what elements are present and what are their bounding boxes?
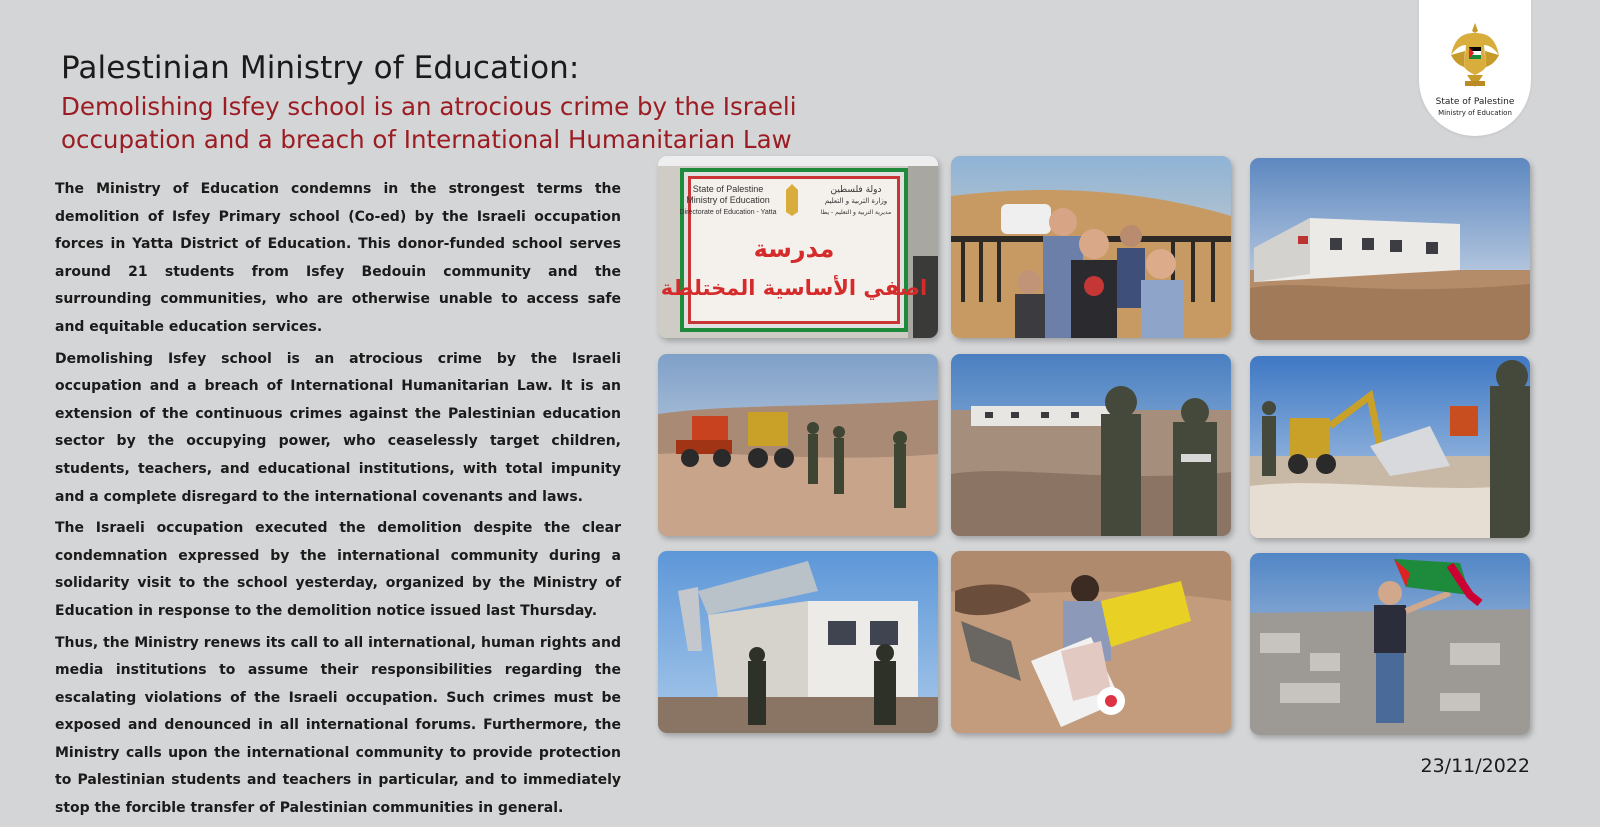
svg-text:وزارة التربية و التعليم: وزارة التربية و التعليم <box>824 197 888 205</box>
palestine-eagle-emblem-icon <box>1449 21 1501 91</box>
school-sign-photo <box>658 156 938 338</box>
paragraph-2: Demolishing Isfey school is an atrocious crime by the Israeli occupation and a breach of International Humanitarian Law. It is an extension of the continuous crimes against the Palestinian education sector by the occupying power, who ceaselessly target children, students, teachers, and educational institutions, with total impunity and a complete disregard to the international covenants and laws. <box>55 350 621 505</box>
svg-text:دولة فلسطين: دولة فلسطين <box>830 185 882 195</box>
article-body <box>55 176 621 827</box>
soldiers-near-school-photo <box>951 354 1231 536</box>
svg-text:مدرسة: مدرسة <box>753 235 835 263</box>
excavator-demolition-photo <box>1250 356 1530 538</box>
paragraph-4: Thus, the Ministry renews its call to all international, human rights and media institutions to assume their responsibilities regarding the escalating violations of the Israeli occupation. Such crimes must be exposed and denounced in all international forums. Furthermore, the Ministry calls upon the international community to provide protection to Palestinian students and teachers in particular, and to immediately stop the forcible transfer of Palestinian communities in general. <box>55 634 621 817</box>
logo-state-label: State of Palestine <box>1435 97 1515 107</box>
child-collecting-books-photo <box>951 551 1231 733</box>
ministry-logo-badge <box>1419 0 1531 136</box>
demolished-building-photo <box>658 551 938 733</box>
students-photo <box>951 156 1231 338</box>
bulldozers-soldiers-photo <box>658 354 938 536</box>
page-subtitle: Demolishing Isfey school is an atrocious crime by the Israeli occupation and a breach of International Humanitarian Law <box>61 92 797 154</box>
publish-date: 23/11/2022 <box>1420 755 1530 777</box>
svg-text:Directorate of Education - Yat: Directorate of Education - Yatta <box>679 209 777 216</box>
paragraph-1: The Ministry of Education condemns in the strongest terms the demolition of Isfey Primary school (Co-ed) by the Israeli occupation forces in Yatta District of Education. This donor-funded school serves around 21 students from Isfey Bedouin community and the surrounding communities, who are otherwise unable to access safe and equitable education services. <box>55 181 621 335</box>
svg-text:اصفي الأساسية المختلطة: اصفي الأساسية المختلطة <box>660 276 928 300</box>
school-building-photo <box>1250 158 1530 340</box>
logo-ministry-label: Ministry of Education <box>1438 109 1512 117</box>
girl-with-flag-photo <box>1250 553 1530 735</box>
paragraph-3: The Israeli occupation executed the demolition despite the clear condemnation expressed by the international community during a solidarity visit to the school yesterday, organized by the Ministry of Education in response to the demolition notice issued last Thursday. <box>55 520 621 619</box>
svg-text:Ministry of Education: Ministry of Education <box>686 195 770 205</box>
page-title: Palestinian Ministry of Education: <box>61 50 580 86</box>
svg-text:مديرية التربية و التعليم - يطا: مديرية التربية و التعليم - يطا <box>820 209 892 216</box>
svg-text:State of Palestine: State of Palestine <box>692 184 764 194</box>
